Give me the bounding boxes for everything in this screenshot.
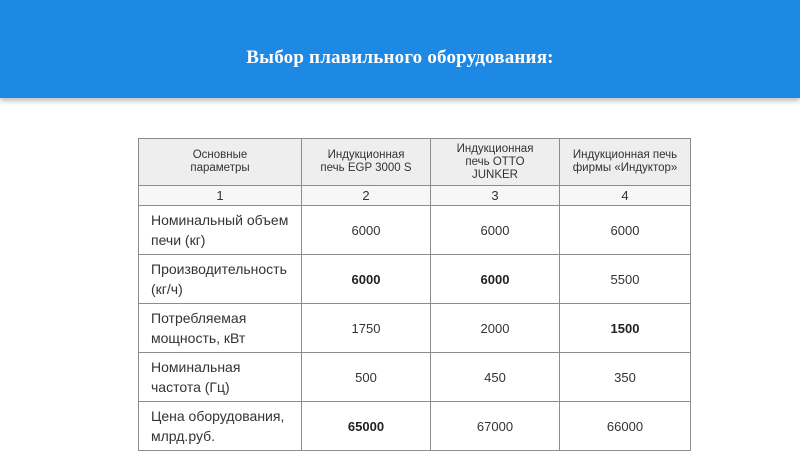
value-cell: 2000 bbox=[431, 304, 560, 353]
slide-title: Выбор плавильного оборудования: bbox=[246, 47, 554, 68]
column-header-parameters: Основные параметры bbox=[139, 139, 302, 186]
value-cell: 6000 bbox=[302, 206, 431, 255]
row-label-productivity: Производительность (кг/ч) bbox=[139, 255, 302, 304]
column-header-egp-3000-s: Индукционная печь EGP 3000 S bbox=[302, 139, 431, 186]
value-cell-highlighted: 6000 bbox=[431, 255, 560, 304]
value-cell: 5500 bbox=[560, 255, 691, 304]
value-cell: 66000 bbox=[560, 402, 691, 451]
value-cell-highlighted: 65000 bbox=[302, 402, 431, 451]
value-cell: 500 bbox=[302, 353, 431, 402]
table-row bbox=[139, 304, 691, 353]
column-number: 2 bbox=[302, 186, 431, 206]
value-cell: 350 bbox=[560, 353, 691, 402]
table-row bbox=[139, 353, 691, 402]
value-cell: 6000 bbox=[431, 206, 560, 255]
column-header-induktor: Индукционная печь фирмы «Индуктор» bbox=[560, 139, 691, 186]
value-cell: 1750 bbox=[302, 304, 431, 353]
column-number-row bbox=[139, 186, 691, 206]
row-label-power: Потребляемая мощность, кВт bbox=[139, 304, 302, 353]
table-row bbox=[139, 402, 691, 451]
table-row bbox=[139, 206, 691, 255]
table-header-row bbox=[139, 139, 691, 186]
column-header-otto-junker: Индукционная печь OTTO JUNKER bbox=[431, 139, 560, 186]
row-label-price: Цена оборудования, млрд.руб. bbox=[139, 402, 302, 451]
slide-header bbox=[0, 0, 800, 98]
comparison-table-container bbox=[138, 138, 690, 451]
value-cell-highlighted: 6000 bbox=[302, 255, 431, 304]
row-label-frequency: Номинальная частота (Гц) bbox=[139, 353, 302, 402]
column-number: 1 bbox=[139, 186, 302, 206]
value-cell: 6000 bbox=[560, 206, 691, 255]
column-number: 4 bbox=[560, 186, 691, 206]
value-cell-highlighted: 1500 bbox=[560, 304, 691, 353]
row-label-volume: Номинальный объем печи (кг) bbox=[139, 206, 302, 255]
column-number: 3 bbox=[431, 186, 560, 206]
table-row bbox=[139, 255, 691, 304]
furnace-comparison-table bbox=[138, 138, 691, 451]
value-cell: 67000 bbox=[431, 402, 560, 451]
value-cell: 450 bbox=[431, 353, 560, 402]
